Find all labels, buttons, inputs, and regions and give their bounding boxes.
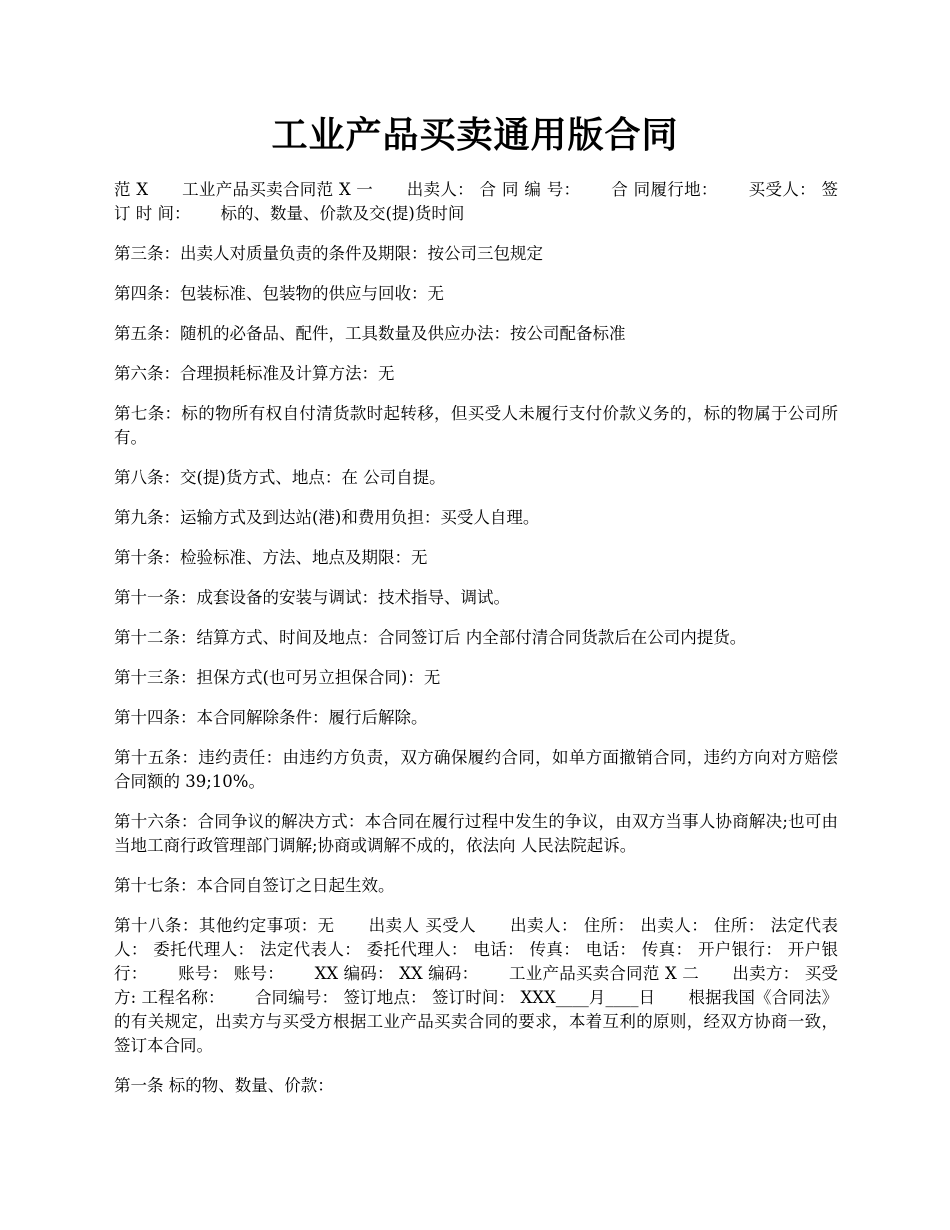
paragraph-article-1: 第一条 标的物、数量、价款： — [114, 1076, 334, 1095]
paragraph-article-8: 第八条：交(提)货方式、地点：在 公司自提。 — [114, 468, 446, 487]
document-title: 工业产品买卖通用版合同 — [271, 115, 679, 156]
document-body — [114, 178, 838, 1114]
paragraph-article-18: 第十八条：其他约定事项：无 出卖人 买受人 出卖人： 住所： 出卖人： 住所： 法定代表人： 委托代理人： 法定代表人： 委托代理人： 电话： 传真： 电话： 传真： 开户银行： 开户银行： 账号： 账号： XX 编码： XX 编码： 工业产品买卖合同范 X 二 出卖方： 买受方: 工程名称： 合同编号： 签订地点： 签订时间： XXX____月____日 根据我国《合同法》的有关规定，出卖方与买受方根据工业产品买卖合同的要求，本着互利的原则，经双方协商一致，签订本合同。 — [114, 916, 838, 1055]
paragraph-article-10: 第十条：检验标准、方法、地点及期限：无 — [114, 548, 428, 567]
paragraph-article-6: 第六条：合理损耗标准及计算方法：无 — [114, 364, 395, 383]
paragraph-article-16: 第十六条：合同争议的解决方式：本合同在履行过程中发生的争议，由双方当事人协商解决;也可由当地工商行政管理部门调解;协商或调解不成的，依法向 人民法院起诉。 — [114, 812, 838, 855]
paragraph-article-17: 第十七条：本合同自签订之日起生效。 — [114, 876, 395, 895]
paragraph-article-5: 第五条：随机的必备品、配件，工具数量及供应办法：按公司配备标准 — [114, 324, 626, 343]
paragraph-article-4: 第四条：包装标准、包装物的供应与回收：无 — [114, 284, 444, 303]
paragraph-article-12: 第十二条：结算方式、时间及地点：合同签订后 内全部付清合同货款后在公司内提货。 — [114, 628, 747, 647]
paragraph-article-9: 第九条：运输方式及到达站(港)和费用负担：买受人自理。 — [114, 508, 540, 527]
paragraph-article-15: 第十五条：违约责任：由违约方负责，双方确保履约合同，如单方面撤销合同，违约方向对方赔偿合同额的 39;10%。 — [114, 748, 838, 791]
paragraph-article-14: 第十四条：本合同解除条件：履行后解除。 — [114, 708, 428, 727]
paragraph-article-3: 第三条：出卖人对质量负责的条件及期限：按公司三包规定 — [114, 244, 543, 263]
paragraph-article-11: 第十一条：成套设备的安装与调试：技术指导、调试。 — [114, 588, 510, 607]
paragraph-article-13: 第十三条：担保方式(也可另立担保合同)：无 — [114, 668, 441, 687]
paragraph-article-7: 第七条：标的物所有权自付清货款时起转移，但买受人未履行支付价款义务的，标的物属于公司所有。 — [114, 404, 838, 447]
paragraph-header-info: 范 X 工业产品买卖合同范 X 一 出卖人： 合 同 编 号： 合 同履行地： 买受人： 签 订 时 间： 标的、数量、价款及交(提)货时间 — [114, 180, 838, 223]
